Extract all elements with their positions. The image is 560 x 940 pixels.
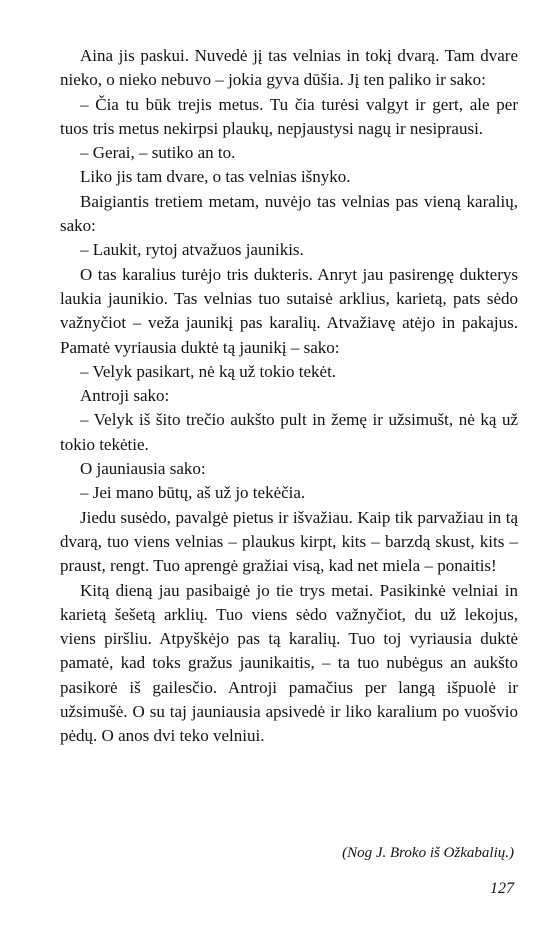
paragraph: Aina jis paskui. Nuvedė jį tas velnias in tokį dvarą. Tam dvare nieko, o nieko nebuvo – jokia gyva dūšia. Jį ten paliko ir sako: (60, 46, 518, 90)
story-text (60, 44, 518, 749)
page-number: 127 (490, 880, 514, 897)
paragraph: O tas karalius turėjo tris dukteris. Anryt jau pasirengę dukterys laukia jaunikio. Tas velnias tuo sutaisė arklius, karietą, pats sėdo važnyčiot – veža jaunikį pas karalių. Atvažiavę atėjo in pakajus. Pamatė vyriausia duktė tą jaunikį – sako: (60, 264, 518, 357)
paragraph: – Velyk pasikart, nė ką už tokio tekėt. (80, 361, 337, 381)
paragraph: O jauniausia sako: (80, 459, 206, 479)
source-attribution: (Nog J. Broko iš Ožkabalių.) (342, 845, 514, 861)
paragraph: – Jei mano būtų, aš už jo tekėčia. (80, 483, 306, 503)
paragraph: – Gerai, – sutiko an to. (80, 143, 236, 163)
paragraph: – Čia tu būk trejis metus. Tu čia turėsi valgyt ir gert, ale per tuos tris metus nekirpsi plaukų, nepjaustysi nagų ir nesiprausi. (60, 94, 518, 138)
paragraph: Jiedu susėdo, pavalgė pietus ir išvažiau. Kaip tik parvažiau in tą dvarą, tuo viens velnias – plaukus kirpt, kits – barzdą skust, kits – praust, rengt. Tuo aprengė gražiai visą, kad net miela – ponaitis! (60, 507, 518, 576)
paragraph: – Velyk iš šito trečio aukšto pult in žemę ir užsimušt, nė ką už tokio tekėtie. (60, 410, 518, 454)
paragraph: – Laukit, rytoj atvažuos jaunikis. (80, 240, 304, 260)
paragraph: Kitą dieną jau pasibaigė jo tie trys metai. Pasikinkė velniai in karietą šešetą arklių. Tuo viens sėdo važnyčiot, du už lekojus, viens piršliu. Atpyškėjo pas tą karalių. Tuo toj vyriausia duktė pamatė, kad toks gražus jaunikaitis, – ta tuo nubėgus an aukšto pasikorė iš gailesčio. Antroji pamačius per langą išpuolė ir užsimušė. O su taj jauniausia apsivedė ir liko karalium po vuošvio pėdų. O anos dvi teko velniui. (60, 580, 518, 746)
paragraph: Antroji sako: (80, 386, 170, 406)
paragraph: Baigiantis tretiem metam, nuvėjo tas velnias pas vieną karalių, sako: (60, 191, 518, 236)
paragraph: Liko jis tam dvare, o tas velnias išnyko. (80, 167, 351, 187)
